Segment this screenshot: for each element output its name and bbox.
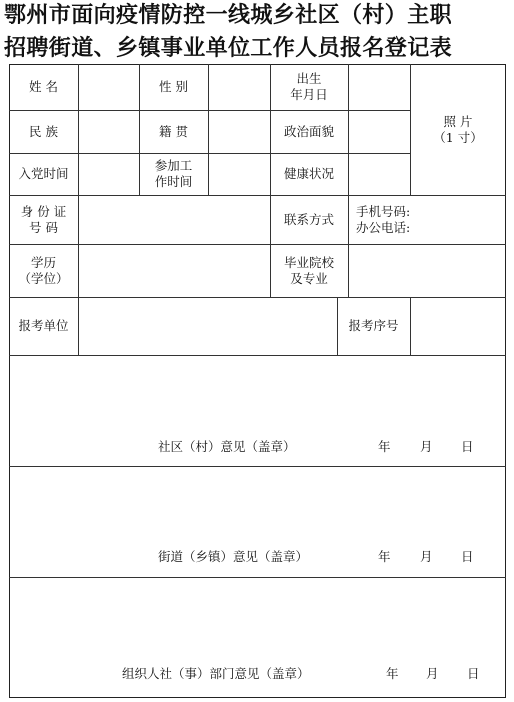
community-month: 月 (420, 439, 433, 454)
community-opinion-label: 社区（村）意见（盖章） (158, 439, 296, 454)
health-field[interactable] (348, 153, 410, 195)
hr-day: 日 (467, 666, 480, 681)
apply-number-field[interactable] (410, 297, 506, 355)
education-field[interactable] (78, 244, 270, 297)
photo-size-label: （1 寸） (433, 129, 483, 145)
label-contact: 联系方式 (283, 211, 334, 227)
label-health: 健康状况 (283, 166, 334, 181)
community-day: 日 (461, 439, 474, 454)
office-phone-label: 办公电话: (356, 219, 411, 235)
label-school-major: 毕业院校 及专业 (283, 254, 334, 286)
hr-month: 月 (426, 666, 439, 681)
street-opinion-label: 街道（乡镇）意见（盖章） (158, 549, 309, 564)
party-join-time-field[interactable] (78, 153, 139, 195)
label-native-place: 籍 贯 (159, 123, 188, 139)
hr-year: 年 (386, 666, 399, 681)
community-year: 年 (378, 439, 391, 454)
street-day: 日 (461, 549, 474, 564)
label-party-join-time: 入党时间 (18, 166, 69, 181)
label-id-number: 身 份 证 号 码 (20, 203, 67, 235)
label-gender: 性 别 (159, 79, 188, 94)
label-education: 学历 （学位） (18, 254, 69, 286)
label-name: 姓 名 (29, 79, 58, 94)
political-status-field[interactable] (348, 110, 410, 153)
gender-field[interactable] (208, 64, 270, 110)
street-month: 月 (420, 549, 433, 564)
contact-field[interactable] (348, 195, 506, 244)
label-work-start-time: 参加工 作时间 (154, 158, 193, 189)
apply-unit-field[interactable] (78, 297, 337, 355)
native-place-field[interactable] (208, 110, 270, 153)
work-start-time-field[interactable] (208, 153, 270, 195)
mobile-label: 手机号码: (356, 203, 411, 219)
label-ethnicity: 民 族 (29, 123, 58, 139)
label-apply-unit: 报考单位 (18, 318, 69, 333)
street-year: 年 (378, 549, 391, 564)
name-field[interactable] (78, 64, 139, 110)
form-title-line-1: 鄂州市面向疫情防控一线城乡社区（村）主职 (4, 2, 453, 28)
label-birth-date: 出生 年月日 (290, 71, 328, 102)
photo-label: 照 片 (443, 113, 473, 129)
form-title-line-2: 招聘街道、乡镇事业单位工作人员报名登记表 (4, 35, 453, 61)
label-political-status: 政治面貌 (283, 123, 334, 139)
school-major-field[interactable] (348, 244, 506, 297)
ethnicity-field[interactable] (78, 110, 139, 153)
hr-opinion-label: 组织人社（事）部门意见（盖章） (122, 666, 310, 681)
label-apply-number: 报考序号 (348, 318, 399, 333)
id-number-field[interactable] (78, 195, 270, 244)
photo-box[interactable] (410, 64, 506, 195)
birth-date-field[interactable] (348, 64, 410, 110)
